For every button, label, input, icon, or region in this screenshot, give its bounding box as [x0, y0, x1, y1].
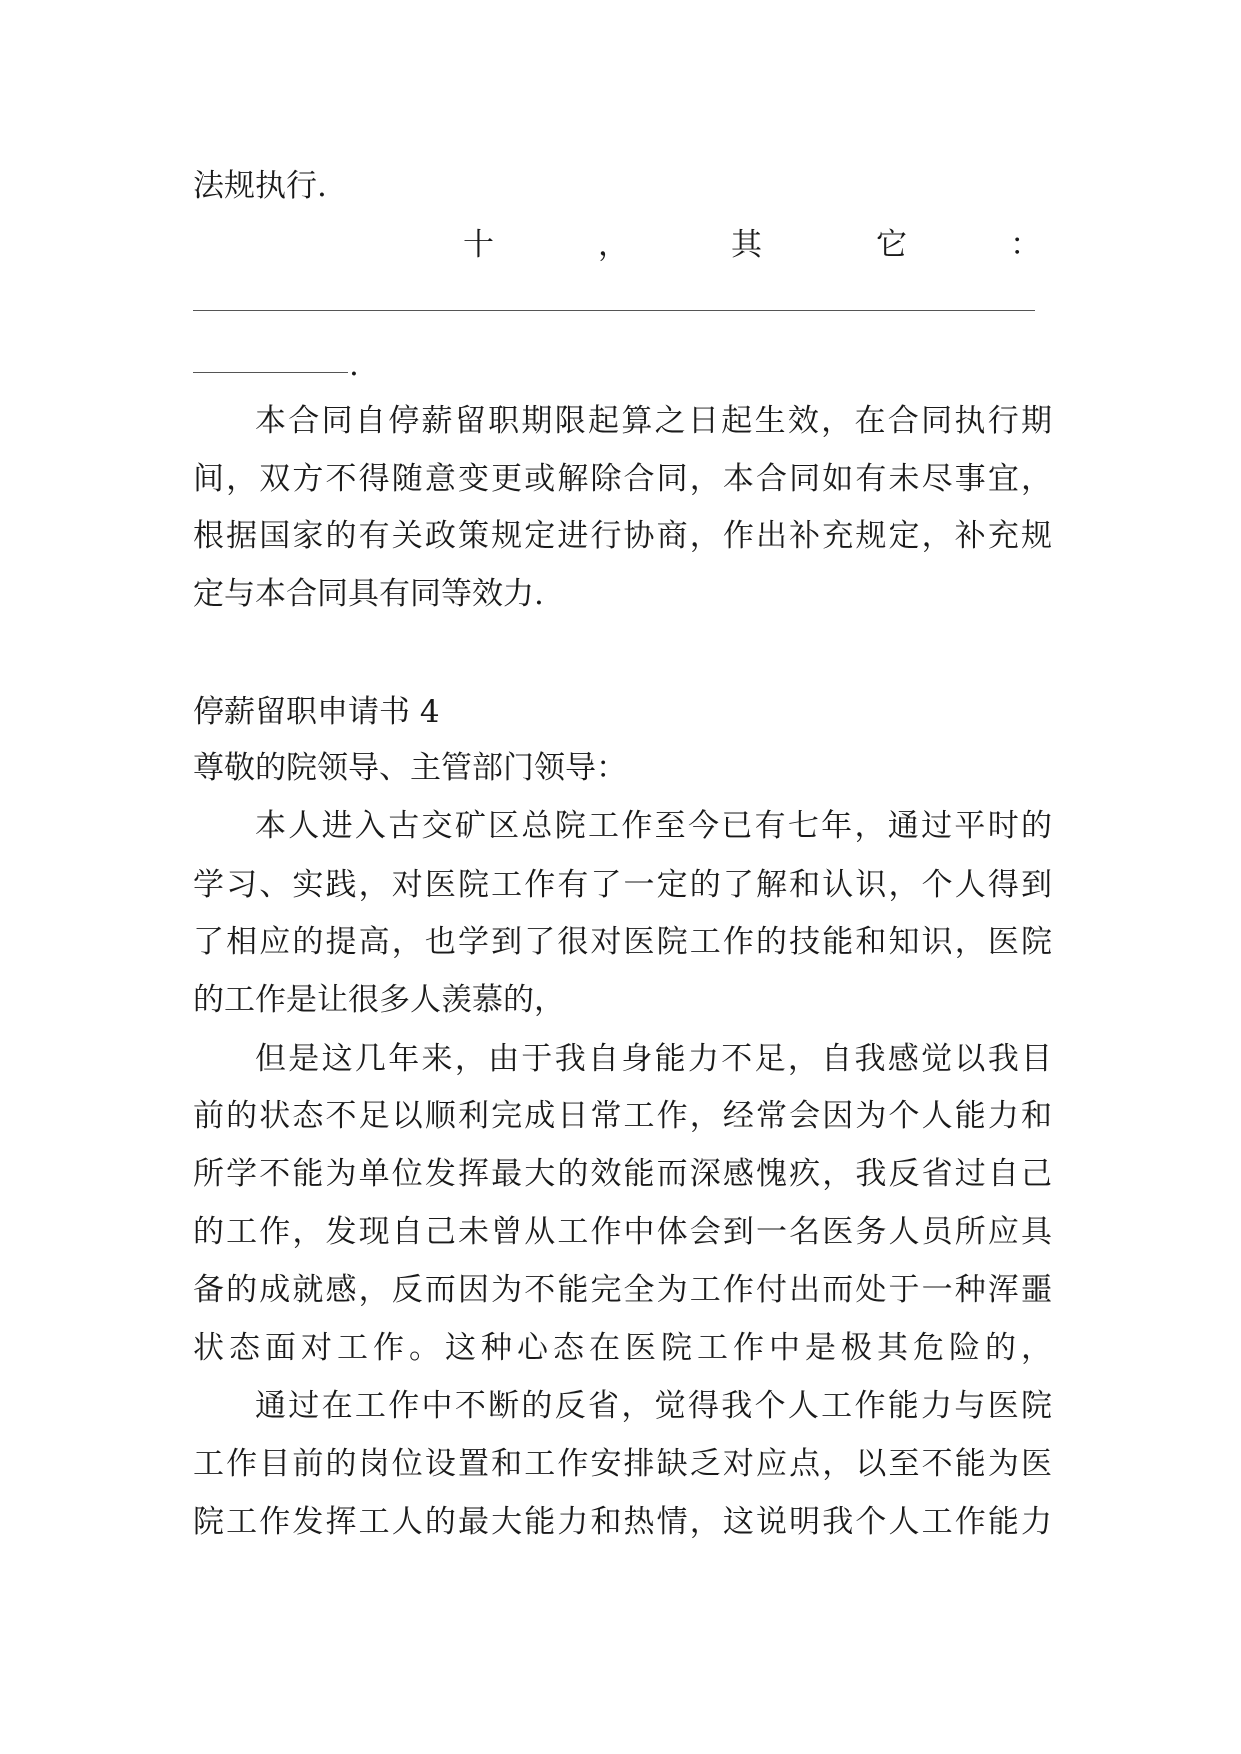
- salutation: 尊敬的院领导、主管部门领导：: [193, 750, 627, 786]
- para3-line-2: 工作目前的岗位设置和工作安排缺乏对应点，以至不能为医: [193, 1446, 1055, 1482]
- para2-line-3: 所学不能为单位发挥最大的效能而深感愧疚，我反省过自己: [193, 1156, 1055, 1192]
- blank-fill-line-short: [193, 372, 348, 373]
- section-ten-colon: ：: [1010, 227, 1041, 263]
- para2-line-1: 但是这几年来，由于我自身能力不足，自我感觉以我目: [255, 1041, 1055, 1077]
- para1-line-1: 本人进入古交矿区总院工作至今已有七年，通过平时的: [255, 808, 1055, 844]
- closing-line-4: 定与本合同具有同等效力.: [193, 576, 544, 612]
- section-ten-comma: ，: [598, 227, 629, 263]
- closing-line-3: 根据国家的有关政策规定进行协商，作出补充规定，补充规: [193, 518, 1055, 554]
- clause-tail: 法规执行.: [193, 168, 327, 204]
- heading: 停薪留职申请书 4: [193, 694, 440, 730]
- para2-line-6: 状态面对工作。这种心态在医院工作中是极其危险的，: [193, 1330, 1057, 1366]
- para2-line-4: 的工作，发现自己未曾从工作中体会到一名医务人员所应具: [193, 1214, 1055, 1250]
- para2-line-5: 备的成就感，反而因为不能完全为工作付出而处于一种浑噩: [193, 1272, 1055, 1308]
- blank-end-period: .: [349, 347, 359, 383]
- blank-fill-line: [193, 310, 1035, 311]
- closing-line-1: 本合同自停薪留职期限起算之日起生效，在合同执行期: [255, 403, 1055, 439]
- para3-line-1: 通过在工作中不断的反省，觉得我个人工作能力与医院: [255, 1388, 1055, 1424]
- para1-line-2: 学习、实践，对医院工作有了一定的了解和认识，个人得到: [193, 867, 1055, 903]
- para1-line-3: 了相应的提高，也学到了很对医院工作的技能和知识，医院: [193, 924, 1055, 960]
- para2-line-2: 前的状态不足以顺利完成日常工作，经常会因为个人能力和: [193, 1098, 1055, 1134]
- para3-line-3: 院工作发挥工人的最大能力和热情，这说明我个人工作能力: [193, 1504, 1055, 1540]
- section-ten-char1: 其: [731, 227, 762, 263]
- closing-line-2: 间，双方不得随意变更或解除合同，本合同如有未尽事宜，: [193, 461, 1055, 497]
- section-ten-number: 十: [463, 227, 494, 263]
- section-ten-char2: 它: [876, 227, 907, 263]
- para1-line-4: 的工作是让很多人羡慕的，: [193, 982, 565, 1018]
